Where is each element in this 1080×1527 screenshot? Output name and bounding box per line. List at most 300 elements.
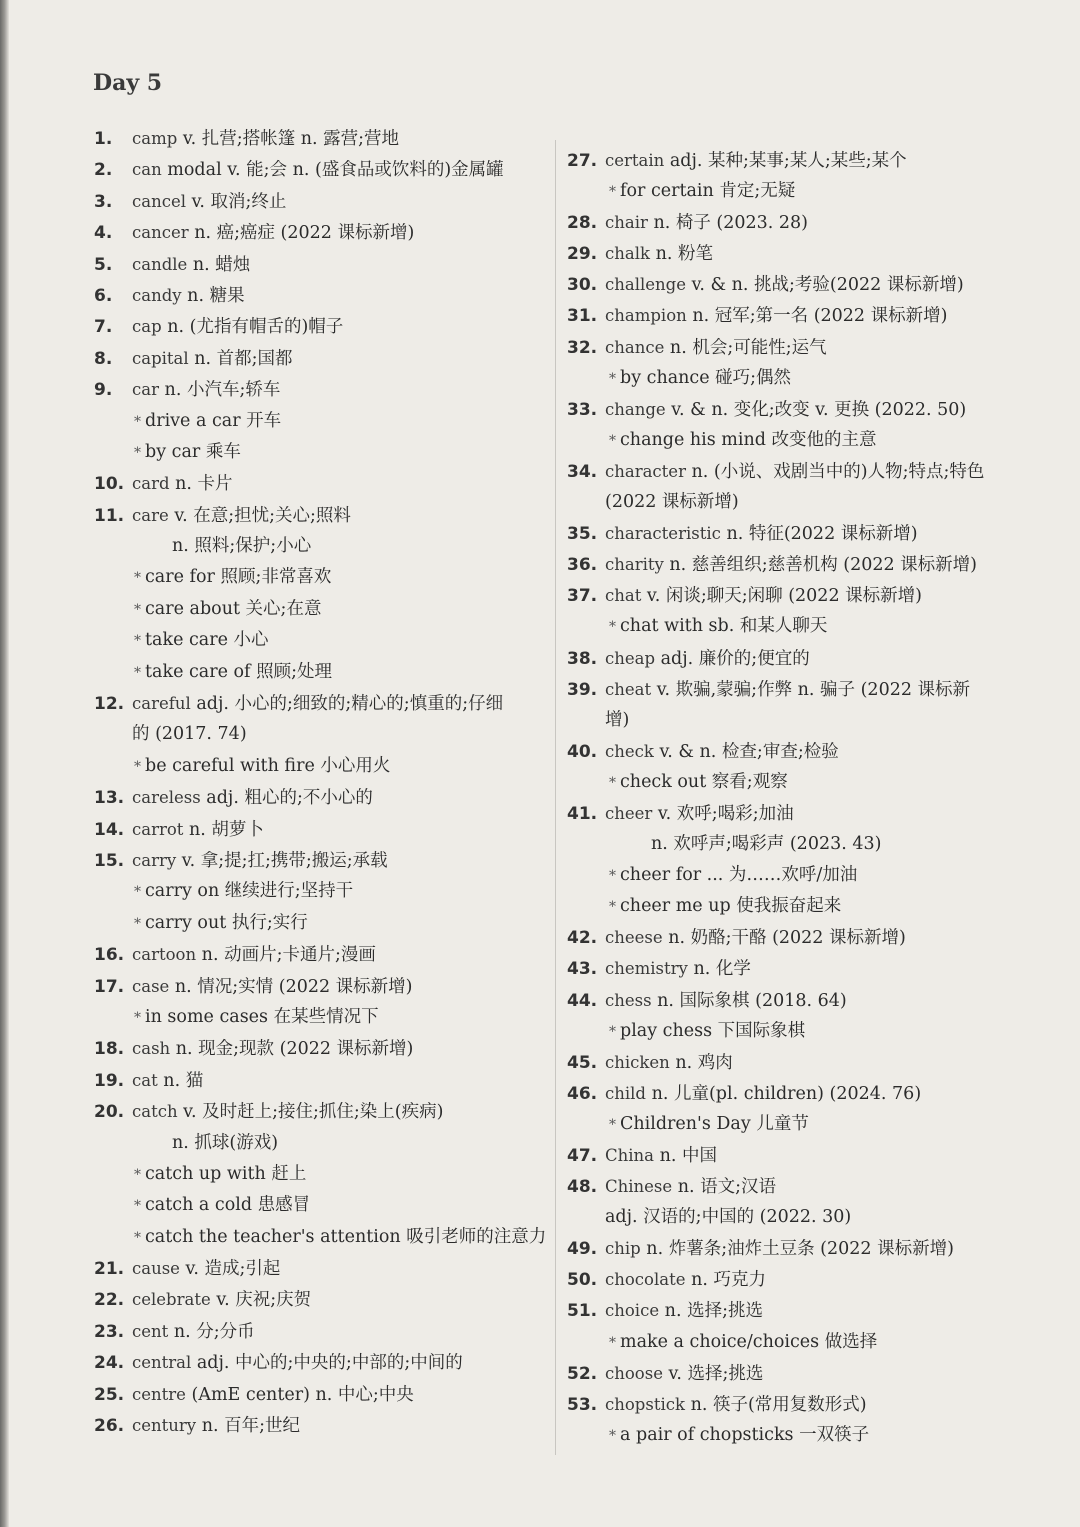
entry-number: 27. xyxy=(567,151,598,171)
entry-word: cause xyxy=(132,1259,180,1279)
phrase-line xyxy=(567,363,1017,394)
entry-number: 12. xyxy=(94,694,125,715)
vocab-entry xyxy=(94,343,539,374)
entry-number: 16. xyxy=(94,945,125,966)
vocab-entry xyxy=(567,332,1017,363)
asterisk-icon: * xyxy=(609,619,616,636)
vocab-entry xyxy=(94,468,539,499)
entry-definition: n. 选择;挑选 xyxy=(664,1301,763,1322)
page-title: Day 5 xyxy=(93,70,163,96)
entry-number: 41. xyxy=(567,803,598,824)
phrase-text: play chess 下国际象棋 xyxy=(620,1020,806,1041)
vocab-entry xyxy=(94,500,539,531)
entry-word: champion xyxy=(605,306,687,326)
asterisk-icon: * xyxy=(609,1116,616,1133)
entry-definition: v. 扎营;搭帐篷 n. 露营;营地 xyxy=(182,129,400,149)
phrase-text: catch the teacher's attention 吸引老师的注意力 xyxy=(145,1226,547,1247)
entry-word: car xyxy=(132,380,159,400)
asterisk-icon: * xyxy=(134,633,141,650)
vocab-entry xyxy=(567,1358,1017,1389)
entry-word: cap xyxy=(132,317,162,337)
entry-word: chicken xyxy=(605,1052,670,1072)
entry-word: challenge xyxy=(605,275,686,295)
entry-definition: (AmE center) n. 中心;中央 xyxy=(191,1384,414,1405)
phrase-line xyxy=(94,1002,539,1033)
asterisk-icon: * xyxy=(609,1427,616,1444)
vocab-entry xyxy=(94,123,539,154)
entry-number: 25. xyxy=(94,1384,125,1405)
definition-continuation xyxy=(567,829,1017,860)
entry-number: 51. xyxy=(567,1301,598,1322)
entry-definition: v. 庆祝;庆贺 xyxy=(216,1290,312,1311)
phrase-text: catch a cold 患感冒 xyxy=(145,1195,311,1216)
entry-word: chalk xyxy=(605,244,650,264)
entry-word: choose xyxy=(605,1363,663,1383)
vocab-entry xyxy=(567,674,1017,705)
entry-definition: n. 情况;实情 (2022 课标新增) xyxy=(174,976,413,997)
entry-number: 50. xyxy=(567,1270,598,1291)
entry-number: 31. xyxy=(567,306,598,327)
entry-number: 48. xyxy=(567,1177,598,1198)
entry-definition: n. 筷子(常用复数形式) xyxy=(690,1394,867,1415)
phrase-line xyxy=(94,1222,547,1253)
phrase-line xyxy=(567,891,1017,922)
right-column xyxy=(567,145,1017,1451)
asterisk-icon: * xyxy=(134,1166,141,1183)
phrase-line xyxy=(94,908,539,939)
asterisk-icon: * xyxy=(609,774,616,791)
entry-definition: n. 现金;现款 (2022 课标新增) xyxy=(175,1039,414,1060)
entry-definition: n. 奶酪;干酪 (2022 课标新增) xyxy=(668,928,906,949)
entry-number: 39. xyxy=(567,679,598,700)
entry-definition: n. 国际象棋 (2018. 64) xyxy=(657,990,847,1011)
phrase-line xyxy=(567,1327,1017,1358)
entry-number: 36. xyxy=(567,555,598,576)
vocab-entry xyxy=(567,953,1017,984)
entry-definition: adj. 中心的;中央的;中部的;中间的 xyxy=(196,1353,463,1374)
entry-number: 14. xyxy=(94,819,125,840)
asterisk-icon: * xyxy=(609,1334,616,1351)
asterisk-icon: * xyxy=(609,868,616,885)
entry-number: 32. xyxy=(567,337,598,358)
phrase-text: be careful with fire 小心用火 xyxy=(145,755,391,776)
asterisk-icon: * xyxy=(134,601,141,618)
entry-number: 53. xyxy=(567,1394,598,1415)
asterisk-icon: * xyxy=(134,758,141,775)
column-divider xyxy=(555,140,556,1455)
entry-word: central xyxy=(132,1353,192,1373)
entry-definition: n. (尤指有帽舌的)帽子 xyxy=(167,317,344,338)
phrase-line xyxy=(567,1016,1017,1047)
definition-continuation xyxy=(94,531,539,562)
phrase-line xyxy=(567,425,1017,456)
vocab-entry xyxy=(567,1140,1017,1171)
entry-number: 43. xyxy=(567,959,598,980)
phrase-text: take care 小心 xyxy=(145,630,269,651)
entry-number: 17. xyxy=(94,976,125,997)
phrase-text: catch up with 赶上 xyxy=(145,1163,307,1184)
vocab-entry xyxy=(94,311,539,342)
entry-word: carrot xyxy=(132,819,184,839)
entry-definition: n. 冠军;第一名 (2022 课标新增) xyxy=(692,306,948,327)
phrase-text: change his mind 改变他的主意 xyxy=(620,429,877,450)
entry-number: 7. xyxy=(94,317,113,338)
entry-definition: v. 选择;挑选 xyxy=(668,1363,764,1384)
entry-definition: n. 小汽车;轿车 xyxy=(164,380,281,401)
entry-number: 34. xyxy=(567,461,598,482)
entry-definition: v. 造成;引起 xyxy=(185,1259,281,1280)
entry-number: 13. xyxy=(94,788,125,809)
continuation-text: n. 抓球(游戏) xyxy=(172,1132,279,1153)
entry-word: card xyxy=(132,474,170,494)
phrase-line xyxy=(94,437,539,468)
entry-number: 22. xyxy=(94,1290,125,1311)
entry-definition: v. 及时赶上;接住;抓住;染上(疾病) xyxy=(183,1102,444,1123)
phrase-line xyxy=(567,860,1017,891)
phrase-text: make a choice/choices 做选择 xyxy=(620,1331,878,1352)
entry-number: 10. xyxy=(94,474,125,495)
phrase-line xyxy=(94,1159,539,1190)
entry-definition: adj. 廉价的;便宜的 xyxy=(660,648,810,669)
left-column xyxy=(94,123,547,1441)
phrase-text: take care of 照顾;处理 xyxy=(145,661,332,682)
entry-definition: n. 糖果 xyxy=(187,285,245,306)
vocab-entry xyxy=(567,269,1017,300)
entry-number: 46. xyxy=(567,1083,598,1104)
definition-continuation xyxy=(567,1202,1017,1233)
vocab-entry xyxy=(567,798,1017,829)
vocab-entry xyxy=(94,782,539,813)
definition-continuation xyxy=(567,705,1017,736)
vocab-entry xyxy=(567,1233,1017,1264)
phrase-line xyxy=(94,625,539,656)
phrase-text: for certain 肯定;无疑 xyxy=(620,181,796,202)
vocab-entry xyxy=(567,1295,1017,1326)
entry-number: 24. xyxy=(94,1353,125,1374)
entry-word: celebrate xyxy=(132,1290,211,1310)
entry-number: 37. xyxy=(567,586,598,607)
vocab-entry xyxy=(567,1264,1017,1295)
entry-definition: v. 取消;终止 xyxy=(191,191,287,212)
vocab-entry xyxy=(94,1379,539,1410)
vocab-entry xyxy=(94,971,539,1002)
entry-number: 3. xyxy=(94,191,113,212)
entry-number: 23. xyxy=(94,1321,125,1342)
entry-definition: v. 闲谈;聊天;闲聊 (2022 课标新增) xyxy=(646,586,922,607)
entry-definition: n. 特征(2022 课标新增) xyxy=(726,524,918,545)
asterisk-icon: * xyxy=(134,884,141,901)
entry-definition: n. 椅子 (2023. 28) xyxy=(653,213,808,234)
phrase-line xyxy=(94,1190,539,1221)
asterisk-icon: * xyxy=(609,432,616,449)
entry-word: catch xyxy=(132,1102,178,1122)
entry-number: 6. xyxy=(94,285,113,306)
entry-number: 40. xyxy=(567,741,598,762)
entry-definition: n. 猫 xyxy=(163,1070,204,1091)
entry-number: 47. xyxy=(567,1146,598,1166)
vocab-entry xyxy=(567,238,1017,269)
entry-word: care xyxy=(132,505,169,525)
entry-number: 8. xyxy=(94,348,113,369)
entry-number: 28. xyxy=(567,213,598,234)
phrase-line xyxy=(94,876,539,907)
entry-number: 35. xyxy=(567,524,598,545)
entry-definition: adj. 粗心的;不小心的 xyxy=(206,788,373,809)
asterisk-icon: * xyxy=(134,444,141,461)
entry-word: characteristic xyxy=(605,524,721,544)
phrase-text: check out 察看;观察 xyxy=(620,771,788,792)
entry-definition: modal v. 能;会 n. (盛食品或饮料的)金属罐 xyxy=(167,160,504,181)
asterisk-icon: * xyxy=(134,1229,141,1246)
entry-word: chemistry xyxy=(605,959,688,979)
asterisk-icon: * xyxy=(134,664,141,681)
phrase-text: by chance 碰巧;偶然 xyxy=(620,367,792,388)
entry-definition: n. 胡萝卜 xyxy=(189,819,264,840)
entry-number: 45. xyxy=(567,1052,598,1073)
phrase-line xyxy=(94,562,539,593)
phrase-text: care for 照顾;非常喜欢 xyxy=(145,567,332,588)
phrase-text: carry out 执行;实行 xyxy=(145,912,308,933)
asterisk-icon: * xyxy=(134,570,141,587)
entry-number: 2. xyxy=(94,160,113,181)
vocab-entry xyxy=(567,394,1017,425)
entry-number: 44. xyxy=(567,990,598,1011)
asterisk-icon: * xyxy=(609,184,616,201)
entry-word: certain xyxy=(605,151,665,170)
entry-definition: v. & n. 变化;改变 v. 更换 (2022. 50) xyxy=(671,399,967,420)
entry-number: 52. xyxy=(567,1363,598,1384)
vocab-entry xyxy=(94,939,539,970)
vocab-entry xyxy=(94,249,539,280)
entry-definition: n. 慈善组织;慈善机构 (2022 课标新增) xyxy=(669,555,978,576)
asterisk-icon: * xyxy=(609,1023,616,1040)
vocab-entry xyxy=(567,549,1017,580)
vocab-entry xyxy=(94,186,539,217)
vocab-entry xyxy=(94,814,539,845)
entry-definition: n. 癌;癌症 (2022 课标新增) xyxy=(194,223,415,244)
entry-word: capital xyxy=(132,348,189,368)
definition-continuation xyxy=(94,1128,539,1159)
phrase-text: cheer for ... 为……欢呼/加油 xyxy=(620,865,858,886)
entry-definition: n. 中国 xyxy=(659,1146,717,1166)
entry-word: cheat xyxy=(605,679,652,699)
phrase-line xyxy=(567,611,1017,642)
vocab-entry xyxy=(567,518,1017,549)
vocab-entry xyxy=(94,280,539,311)
entry-definition: n. 蜡烛 xyxy=(192,254,251,275)
entry-number: 42. xyxy=(567,928,598,949)
entry-number: 30. xyxy=(567,275,598,296)
continuation-text: n. 照料;保护;小心 xyxy=(172,536,312,557)
entry-word: cash xyxy=(132,1039,171,1059)
vocab-entry xyxy=(94,1410,539,1441)
vocab-entry xyxy=(567,145,1017,176)
entry-number: 19. xyxy=(94,1070,125,1091)
entry-word: character xyxy=(605,461,686,481)
vocab-entry xyxy=(567,985,1017,1016)
definition-continuation xyxy=(94,719,539,750)
phrase-line xyxy=(567,1109,1017,1140)
phrase-text: in some cases 在某些情况下 xyxy=(145,1006,379,1027)
asterisk-icon: * xyxy=(134,413,141,430)
entry-number: 15. xyxy=(94,850,125,871)
vocab-entry xyxy=(567,643,1017,674)
entry-number: 4. xyxy=(94,223,113,244)
asterisk-icon: * xyxy=(134,915,141,932)
asterisk-icon: * xyxy=(609,899,616,916)
entry-number: 9. xyxy=(94,380,113,401)
phrase-line xyxy=(94,406,539,437)
entry-word: carry xyxy=(132,850,177,870)
phrase-text: carry on 继续进行;坚持干 xyxy=(145,881,354,902)
vocab-entry xyxy=(567,1171,1017,1202)
vocab-entry xyxy=(567,1389,1017,1420)
entry-word: choice xyxy=(605,1301,660,1321)
entry-word: can xyxy=(132,160,162,180)
phrase-line xyxy=(94,657,539,688)
vocab-entry xyxy=(94,1316,539,1347)
vocab-entry xyxy=(567,1047,1017,1078)
entry-number: 21. xyxy=(94,1259,125,1280)
phrase-line xyxy=(94,751,539,782)
entry-word: careful xyxy=(132,694,191,714)
entry-definition: n. 炸薯条;油炸土豆条 (2022 课标新增) xyxy=(646,1239,954,1260)
continuation-text: (2022 课标新增) xyxy=(605,492,739,513)
entry-definition: n. 语文;汉语 xyxy=(677,1177,777,1198)
entry-definition: n. 动画片;卡通片;漫画 xyxy=(201,945,376,966)
phrase-text: Children's Day 儿童节 xyxy=(620,1113,809,1134)
entry-number: 33. xyxy=(567,399,598,420)
entry-definition: n. 鸡肉 xyxy=(675,1052,733,1073)
phrase-line xyxy=(567,767,1017,798)
phrase-text: by car 乘车 xyxy=(145,441,241,462)
entry-word: chat xyxy=(605,586,642,606)
entry-number: 1. xyxy=(94,129,113,149)
vocab-entry xyxy=(94,374,539,405)
entry-definition: n. (小说、戏剧当中的)人物;特点;特色 xyxy=(691,461,985,482)
phrase-text: care about 关心;在意 xyxy=(145,598,322,619)
entry-word: cancel xyxy=(132,191,186,211)
entry-definition: n. 百年;世纪 xyxy=(201,1416,300,1437)
entry-number: 26. xyxy=(94,1416,125,1437)
entry-word: chip xyxy=(605,1239,641,1259)
vocab-entry xyxy=(567,922,1017,953)
vocab-entry xyxy=(567,580,1017,611)
entry-word: camp xyxy=(132,129,178,148)
phrase-line xyxy=(567,176,1017,207)
vocab-entry xyxy=(94,1033,539,1064)
phrase-text: a pair of chopsticks 一双筷子 xyxy=(620,1424,870,1445)
entry-number: 18. xyxy=(94,1039,125,1060)
entry-number: 20. xyxy=(94,1102,125,1123)
entry-word: chair xyxy=(605,213,648,233)
entry-word: cheese xyxy=(605,928,663,948)
vocab-entry xyxy=(94,1096,539,1127)
entry-definition: v. & n. 挑战;考验(2022 课标新增) xyxy=(691,275,964,296)
entry-word: centre xyxy=(132,1384,186,1404)
entry-word: careless xyxy=(132,788,201,808)
entry-definition: n. 首都;国都 xyxy=(194,348,293,369)
entry-word: chopstick xyxy=(605,1394,685,1414)
asterisk-icon: * xyxy=(134,1198,141,1215)
continuation-text: 的 (2017. 74) xyxy=(132,724,247,745)
continuation-text: adj. 汉语的;中国的 (2022. 30) xyxy=(605,1207,852,1228)
phrase-text: drive a car 开车 xyxy=(145,410,282,431)
definition-continuation xyxy=(567,487,1017,518)
asterisk-icon: * xyxy=(609,370,616,387)
phrase-line xyxy=(94,594,539,625)
phrase-line xyxy=(567,1420,1017,1451)
entry-definition: v. & n. 检查;审查;检验 xyxy=(659,741,839,762)
entry-word: cat xyxy=(132,1070,158,1090)
continuation-text: n. 欢呼声;喝彩声 (2023. 43) xyxy=(651,834,882,855)
entry-definition: n. 粉笔 xyxy=(655,244,713,265)
vocab-entry xyxy=(567,300,1017,331)
entry-word: charity xyxy=(605,555,664,575)
entry-definition: v. 欢呼;喝彩;加油 xyxy=(657,803,794,824)
phrase-text: chat with sb. 和某人聊天 xyxy=(620,616,828,637)
vocab-entry xyxy=(94,217,539,248)
entry-number: 38. xyxy=(567,648,598,669)
entry-word: cent xyxy=(132,1321,169,1341)
vocab-entry xyxy=(94,1253,539,1284)
continuation-text: 增) xyxy=(605,709,630,730)
entry-definition: v. 欺骗,蒙骗;作弊 n. 骗子 (2022 课标新 xyxy=(656,679,971,700)
vocab-entry xyxy=(94,688,539,719)
entry-word: candy xyxy=(132,285,182,305)
entry-word: Chinese xyxy=(605,1177,673,1197)
entry-word: candle xyxy=(132,254,188,274)
entry-word: check xyxy=(605,741,654,761)
vocab-entry xyxy=(567,456,1017,487)
entry-word: China xyxy=(605,1146,654,1165)
vocab-entry xyxy=(567,736,1017,767)
vocab-entry xyxy=(94,1347,539,1378)
phrase-text: cheer me up 使我振奋起来 xyxy=(620,896,842,917)
entry-definition: n. 分;分币 xyxy=(173,1321,255,1342)
vocab-entry xyxy=(94,1065,539,1096)
entry-definition: n. 化学 xyxy=(693,959,751,980)
entry-word: century xyxy=(132,1416,197,1436)
vocab-entry xyxy=(567,1078,1017,1109)
entry-word: cancer xyxy=(132,223,189,243)
entry-definition: adj. 某种;某事;某人;某些;某个 xyxy=(669,151,907,171)
vocab-entry xyxy=(94,154,539,185)
entry-definition: n. 卡片 xyxy=(175,474,233,495)
entry-definition: adj. 小心的;细致的;精心的;慎重的;仔细 xyxy=(196,694,504,715)
entry-definition: v. 在意;担忧;关心;照料 xyxy=(174,505,351,526)
entry-definition: n. 儿童(pl. children) (2024. 76) xyxy=(651,1083,922,1104)
vocab-entry xyxy=(94,1284,539,1315)
entry-word: cartoon xyxy=(132,945,197,965)
vocab-entry xyxy=(94,845,539,876)
vocab-entry xyxy=(567,207,1017,238)
entry-word: change xyxy=(605,399,666,419)
entry-word: case xyxy=(132,976,170,996)
entry-definition: v. 拿;提;扛;携带;搬运;承载 xyxy=(181,850,388,871)
entry-word: chance xyxy=(605,337,665,357)
entry-word: chess xyxy=(605,990,652,1010)
entry-definition: n. 巧克力 xyxy=(691,1270,766,1291)
entry-number: 49. xyxy=(567,1239,598,1260)
entry-word: chocolate xyxy=(605,1270,686,1290)
entry-word: cheer xyxy=(605,803,653,823)
entry-number: 5. xyxy=(94,254,113,275)
asterisk-icon: * xyxy=(134,1009,141,1026)
entry-word: child xyxy=(605,1083,646,1103)
entry-number: 29. xyxy=(567,244,598,265)
entry-number: 11. xyxy=(94,505,125,526)
